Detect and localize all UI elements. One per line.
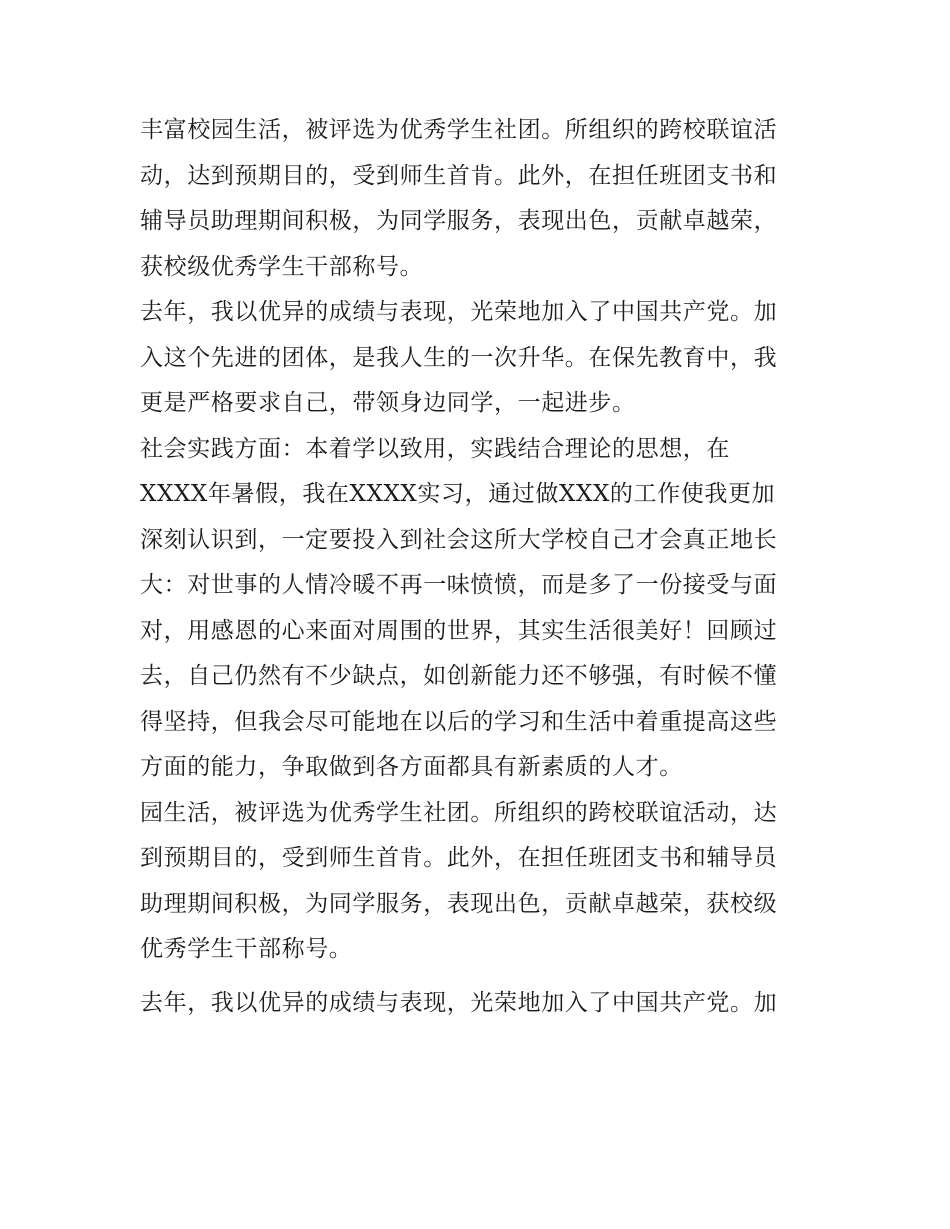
document-body: [140, 108, 815, 1026]
text-line: 对，用感恩的心来面对周围的世界，其实生活很美好！回顾过: [140, 617, 778, 644]
text-line: 社会实践方面：本着学以致用，实践结合理论的思想，在: [140, 435, 730, 462]
text-line: 方面的能力，争取做到各方面都具有新素质的人才。: [140, 754, 683, 780]
text-line: 得坚持，但我会尽可能地在以后的学习和生活中着重提高这些: [140, 708, 778, 735]
text-line: 入这个先进的团体，是我人生的一次升华。在保先教育中，我: [140, 344, 778, 371]
text-line: 助理期间积极，为同学服务，表现出色，贡献卓越荣，获校级: [140, 890, 778, 917]
text-line: 获校级优秀学生干部称号。: [140, 253, 424, 280]
paragraph-1: [140, 108, 815, 290]
text-line: 园生活，被评选为优秀学生社团。所组织的跨校联谊活动，达: [140, 799, 778, 826]
text-line: 深刻认识到，一定要投入到社会这所大学校自己才会真正地长: [140, 526, 778, 553]
paragraph-2: [140, 290, 815, 427]
text-line: 辅导员助理期间积极，为同学服务，表现出色，贡献卓越荣，: [140, 208, 778, 234]
text-line: 到预期目的，受到师生首肯。此外，在担任班团支书和辅导员: [140, 845, 778, 871]
text-line: 动，达到预期目的，受到师生首肯。此外，在担任班团支书和: [140, 162, 778, 189]
text-line: 去年，我以优异的成绩与表现，光荣地加入了中国共产党。加: [140, 989, 778, 1016]
paragraph-4: [140, 791, 815, 973]
text-line: 去，自己仍然有不少缺点，如创新能力还不够强，有时候不懂: [140, 663, 778, 689]
text-line: 大：对世事的人情冷暖不再一味愤愤，而是多了一份接受与面: [140, 572, 778, 598]
text-line: 优秀学生干部称号。: [140, 936, 353, 962]
paragraph-3: [140, 427, 815, 791]
text-line: 丰富校园生活，被评选为优秀学生社团。所组织的跨校联谊活: [140, 117, 778, 143]
paragraph-5: [140, 981, 815, 1027]
text-line: 去年，我以优异的成绩与表现，光荣地加入了中国共产党。加: [140, 299, 778, 325]
text-line: XXXX年暑假，我在XXXX实习，通过做XXX的工作使我更加: [140, 481, 776, 507]
paragraph-spacing: [140, 973, 815, 981]
text-line: 更是严格要求自己，带领身边同学，一起进步。: [140, 390, 636, 416]
